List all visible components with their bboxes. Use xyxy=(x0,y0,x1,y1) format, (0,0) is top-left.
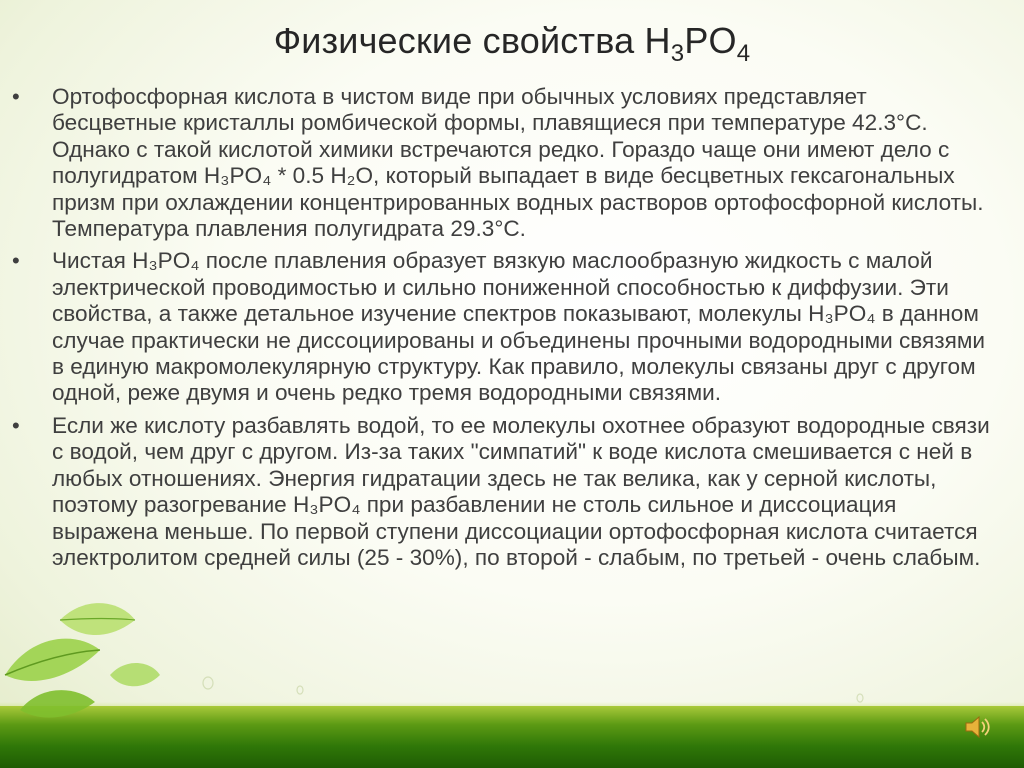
title-main: Физические свойства H xyxy=(273,20,671,61)
paragraph-2: Чистая H₃PO₄ после плавления образует вязкую маслообразную жидкость с малой электрической проводимостью и сильно пониженной способностью к диффузии. Эти свойства, а также детальное изучение спектров показывают, молекулы H₃PO₄ в данном случае практически не диссоциированы и объединены прочными водородными связями в единую макромолекулярную структуру. Как правило, молекулы связаны друг с другом одной, реже двумя и очень редко тремя водородными связями. xyxy=(52,248,986,406)
title-mid: PO xyxy=(684,20,737,61)
paragraph-3: Если же кислоту разбавлять водой, то ее молекулы охотнее образуют водородные связи с водой, чем друг с другом. Из-за таких "симпатий" к воде кислота смешивается с ней в любых отношениях. Энергия гидратации здесь не так велика, как у серной кислоты, поэтому разогревание H₃PO₄ при разбавлении не столь сильное и диссоциация выражена меньше. По первой ступени диссоциации ортофосфорная кислота считается электролитом средней силы (25 - 30%), по второй - слабым, по третьей - очень слабым. xyxy=(52,412,990,570)
speaker-icon[interactable] xyxy=(962,712,992,742)
bullet-item-2 xyxy=(12,248,992,406)
bullet-item-1 xyxy=(12,84,992,242)
bullet-item-3 xyxy=(12,412,992,571)
leaves-decoration xyxy=(0,580,170,720)
paragraph-1: Ортофосфорная кислота в чистом виде при обычных условиях представляет бесцветные кристаллы ромбической формы, плавящиеся при температуре 42.3°С. Однако с такой кислотой химики встречаются редко. Гораздо чаще они имеют дело с полугидратом H₃PO₄ * 0.5 H₂O, который выпадает в виде бесцветных гексагональных призм при охлаждении концентрированных водных растворов ортофосфорной кислоты. Температура плавления полугидрата 29.3°С. xyxy=(52,84,984,242)
bullet-marker: • xyxy=(12,412,20,438)
bullet-list xyxy=(12,84,992,577)
slide-title xyxy=(0,20,1024,67)
title-subscript-3: 3 xyxy=(670,40,685,67)
bullet-marker: • xyxy=(12,84,20,109)
title-subscript-4: 4 xyxy=(736,40,751,67)
bullet-marker: • xyxy=(12,248,20,274)
